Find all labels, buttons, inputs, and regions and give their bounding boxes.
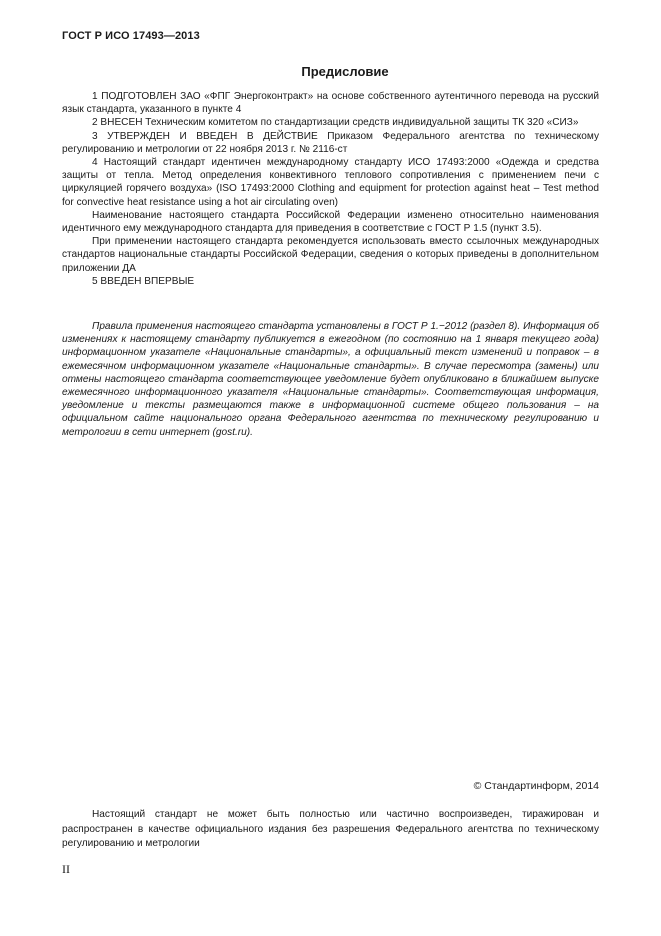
paragraph-prepared: 1 ПОДГОТОВЛЕН ЗАО «ФПГ Энергоконтракт» на основе собственного аутентичного перевода на русский язык стандарта, указанного в пункте 4 — [62, 91, 599, 116]
application-rules-note: Правила применения настоящего стандарта установлены в ГОСТ Р 1.−2012 (раздел 8). Информация об изменениях к настоящему стандарту публикуется в ежегодном (по состоянию на 1 января текущего года) информационном указателе «Национальные стандарты», а официальный текст изменений и поправок – в ежемесячном информационном указателе «Национальные стандарты». В случае пересмотра (замены) или отмены настоящего стандарта соответствующее уведомление будет опубликовано в ближайшем выпуске ежемесячного информационного указателя «Национальные стандарты». Соответствующая информация, уведомление и тексты размещаются также в информационной системе общего пользования – на официальном сайте национального органа Федерального агентства по техническому регулированию и метрологии в сети интернет (gost.ru). — [62, 321, 599, 438]
page-number: II — [62, 862, 70, 876]
paragraph-first-time: 5 ВВЕДЕН ВПЕРВЫЕ — [92, 275, 195, 287]
foreword-body — [62, 90, 599, 288]
reproduction-notice: Настоящий стандарт не может быть полностью или частично воспроизведен, тиражирован и распространен в качестве официального издания без разрешения Федерального агентства по техническому регулированию и метрологии — [62, 809, 599, 849]
paragraph-references: При применении настоящего стандарта рекомендуется использовать вместо ссылочных международных стандартов национальные стандарты Российской Федерации, сведения о которых приведены в дополнительном приложении ДА — [62, 236, 599, 274]
document-code: ГОСТ Р ИСО 17493—2013 — [62, 30, 200, 42]
paragraph-approved: 3 УТВЕРЖДЕН И ВВЕДЕН В ДЕЙСТВИЕ Приказом Федерального агентства по техническому регулированию и метрологии от 22 ноября 2013 г. № 2116-ст — [62, 130, 599, 155]
section-title: Предисловие — [301, 64, 389, 79]
paragraph-introduced: 2 ВНЕСЕН Техническим комитетом по стандартизации средств индивидуальной защиты ТК 320 «СИЗ» — [92, 117, 579, 129]
copyright-notice: © Стандартинформ, 2014 — [473, 780, 599, 792]
paragraph-identical: 4 Настоящий стандарт идентичен международному стандарту ИСО 17493:2000 «Одежда и средства защиты от тепла. Метод определения конвективного теплового сопротивления с применением печи с циркуляцией горячего воздуха» (ISO 17493:2000 Clothing and equipment for protection against heat – Test method for convective heat resistance using a hot air circulating oven) — [62, 157, 599, 208]
paragraph-name-changed: Наименование настоящего стандарта Российской Федерации изменено относительно наименования идентичного ему международного стандарта для приведения в соответствие с ГОСТ Р 1.5 (пункт 3.5). — [62, 209, 599, 235]
